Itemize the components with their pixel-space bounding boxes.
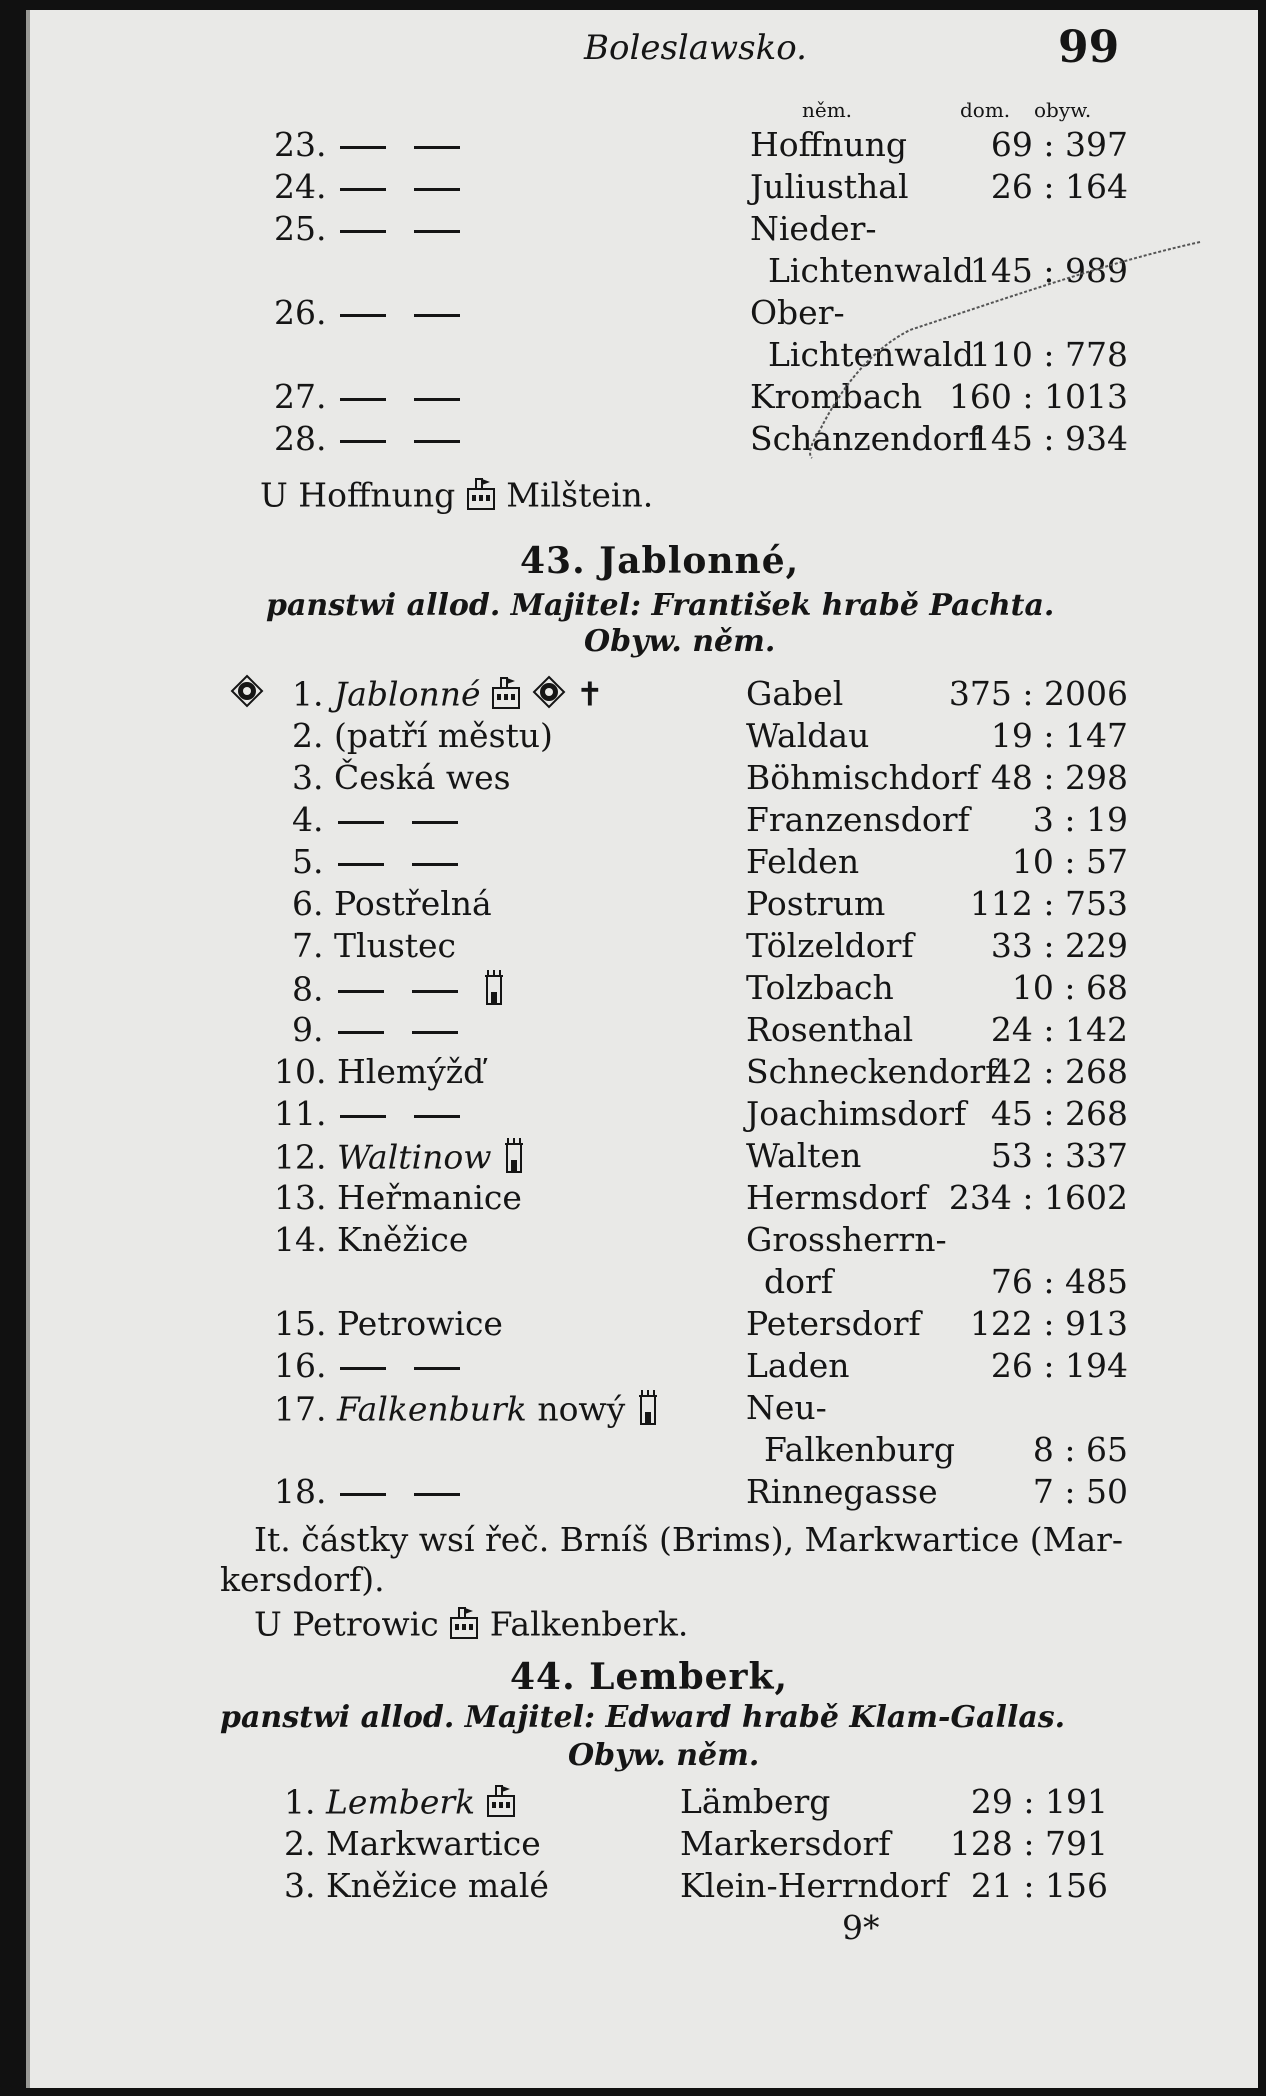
table-row: 16.	[274, 1346, 474, 1386]
row-german-name: Klein-Herrndorf	[680, 1866, 948, 1905]
castle-icon	[486, 1782, 516, 1827]
row-stats: 160 : 1013	[948, 377, 1128, 416]
row-german-name: Franzensdorf	[746, 800, 970, 839]
row-german-name: Böhmischdorf	[746, 758, 979, 797]
row-german-name: Grossherrn-	[746, 1220, 947, 1259]
row-german-name: Nieder-	[750, 209, 877, 248]
row-stats: 53 : 337	[990, 1136, 1128, 1175]
signature-mark: 9*	[842, 1908, 880, 1947]
row-german-name: Schanzendorf	[750, 419, 981, 458]
table-row: 2. Markwartice	[284, 1824, 541, 1863]
pencil-mark	[760, 240, 1220, 460]
row-stats: 26 : 194	[990, 1346, 1128, 1385]
running-title: Boleslawsko.	[584, 28, 807, 68]
col-head-dom: dom.	[960, 98, 1011, 122]
table-row: 17. Falkenburk nowý	[274, 1388, 660, 1435]
row-german-name: Petersdorf	[746, 1304, 921, 1343]
row-stats: 33 : 229	[990, 926, 1128, 965]
note-hoffnung: U Hoffnung Milštein.	[260, 475, 653, 520]
church-icon	[230, 674, 264, 712]
row-german-name: Postrum	[746, 884, 886, 923]
row-stats: 42 : 268	[990, 1052, 1128, 1091]
row-number: 26.	[274, 293, 327, 332]
row-stats: 8 : 65	[1032, 1430, 1128, 1469]
row-stats: 48 : 298	[990, 758, 1128, 797]
note-petrowic: U Petrowic Falkenberk.	[254, 1604, 688, 1649]
castle-icon	[491, 674, 521, 719]
row-german-name: Walten	[746, 1136, 862, 1175]
row-stats: 26 : 164	[990, 167, 1128, 206]
row-german-name-cont: Lichtenwald	[768, 251, 974, 290]
row-german-name: Krombach	[750, 377, 923, 416]
col-head-nem: něm.	[802, 98, 853, 122]
section-owner-43: panstwi allod. Majitel: František hrabě Pachta.	[266, 588, 1055, 623]
row-german-name: Hoffnung	[750, 125, 907, 164]
row-stats: 145 : 934	[969, 419, 1128, 458]
table-row: 3. Česká wes	[292, 758, 511, 797]
row-german-name: Lämberg	[680, 1782, 831, 1821]
row-stats: 122 : 913	[969, 1304, 1128, 1343]
left-binding	[0, 0, 26, 2096]
table-row	[274, 377, 474, 417]
row-stats: 110 : 778	[969, 335, 1128, 374]
cross-icon: ✝	[576, 674, 604, 714]
row-number: 28.	[274, 419, 327, 458]
row-german-name: Waldau	[746, 716, 870, 755]
table-row: 3. Kněžice malé	[284, 1866, 549, 1905]
row-stats: 21 : 156	[970, 1866, 1108, 1905]
tower-icon	[636, 1388, 660, 1435]
row-german-name: Felden	[746, 842, 860, 881]
row-stats: 10 : 68	[1011, 968, 1128, 1007]
row-german-name: Hermsdorf	[746, 1178, 928, 1217]
row-german-name: Rinnegasse	[746, 1472, 938, 1511]
row-number: 27.	[274, 377, 327, 416]
row-stats: 145 : 989	[969, 251, 1128, 290]
row-german-name: Markersdorf	[680, 1824, 891, 1863]
table-row: 18.	[274, 1472, 474, 1512]
castle-icon	[449, 1604, 479, 1649]
row-german-name: Schneckendorf	[746, 1052, 998, 1091]
row-number: 23.	[274, 125, 327, 164]
table-row: 11.	[274, 1094, 474, 1134]
row-stats: 45 : 268	[990, 1094, 1128, 1133]
row-stats: 375 : 2006	[948, 674, 1128, 713]
table-row: 6. Postřelná	[292, 884, 492, 923]
table-row	[274, 167, 474, 207]
table-row: 5.	[292, 842, 472, 882]
row-stats: 112 : 753	[969, 884, 1128, 923]
section-pop-44: Obyw. něm.	[568, 1738, 760, 1773]
row-stats: 7 : 50	[1032, 1472, 1128, 1511]
table-row	[274, 419, 474, 459]
table-row	[274, 125, 474, 165]
row-german-name-cont: dorf	[764, 1262, 833, 1301]
row-number: 25.	[274, 209, 327, 248]
castle-icon	[466, 475, 496, 520]
section-title-43: 43. Jablonné,	[520, 540, 800, 582]
col-head-obyw: obyw.	[1034, 98, 1092, 122]
table-row: 1. Jablonné ✝	[292, 674, 604, 719]
table-row: 9.	[292, 1010, 472, 1050]
table-row: 8.	[292, 968, 506, 1015]
note-line: kersdorf).	[220, 1560, 385, 1599]
row-stats: 24 : 142	[990, 1010, 1128, 1049]
table-row: 2. (patří městu)	[292, 716, 553, 755]
row-german-name: Neu-	[746, 1388, 827, 1427]
row-german-name: Tolzbach	[746, 968, 894, 1007]
row-german-name: Rosenthal	[746, 1010, 914, 1049]
row-stats: 3 : 19	[1032, 800, 1128, 839]
row-german-name: Juliusthal	[750, 167, 909, 206]
row-stats: 29 : 191	[970, 1782, 1108, 1821]
row-german-name: Tölzeldorf	[746, 926, 914, 965]
row-stats: 234 : 1602	[948, 1178, 1128, 1217]
table-row: 10. Hlemýžď	[274, 1052, 485, 1091]
row-stats: 10 : 57	[1011, 842, 1128, 881]
row-german-name: Laden	[746, 1346, 850, 1385]
row-stats: 76 : 485	[990, 1262, 1128, 1301]
section-title-44: 44. Lemberk,	[510, 1656, 788, 1698]
table-row	[274, 209, 474, 249]
tower-icon	[502, 1136, 526, 1183]
tower-icon	[482, 968, 506, 1015]
table-row: 14. Kněžice	[274, 1220, 469, 1259]
row-german-name: Gabel	[746, 674, 844, 713]
row-german-name: Ober-	[750, 293, 845, 332]
row-number: 24.	[274, 167, 327, 206]
section-owner-44: panstwi allod. Majitel: Edward hrabě Klam-Gallas.	[220, 1700, 1066, 1735]
book-page	[26, 10, 1258, 2088]
row-stats: 69 : 397	[990, 125, 1128, 164]
table-row	[274, 293, 474, 333]
page-number: 99	[1058, 22, 1120, 73]
note-line: It. částky wsí řeč. Brníš (Brims), Markwartice (Mar-	[254, 1520, 1124, 1559]
table-row: 13. Heřmanice	[274, 1178, 522, 1217]
bottom-edge	[0, 2088, 1266, 2096]
table-row: 4.	[292, 800, 472, 840]
row-stats: 19 : 147	[990, 716, 1128, 755]
church-icon	[532, 675, 566, 718]
section-pop-43: Obyw. něm.	[584, 624, 776, 659]
table-row: 12. Waltinow	[274, 1136, 526, 1183]
table-row: 7. Tlustec	[292, 926, 457, 965]
row-german-name-cont: Falkenburg	[764, 1430, 955, 1469]
row-stats: 128 : 791	[949, 1824, 1108, 1863]
row-german-name: Joachimsdorf	[746, 1094, 967, 1133]
table-row: 1. Lemberk	[284, 1782, 516, 1827]
row-german-name-cont: Lichtenwald	[768, 335, 974, 374]
table-row: 15. Petrowice	[274, 1304, 503, 1343]
